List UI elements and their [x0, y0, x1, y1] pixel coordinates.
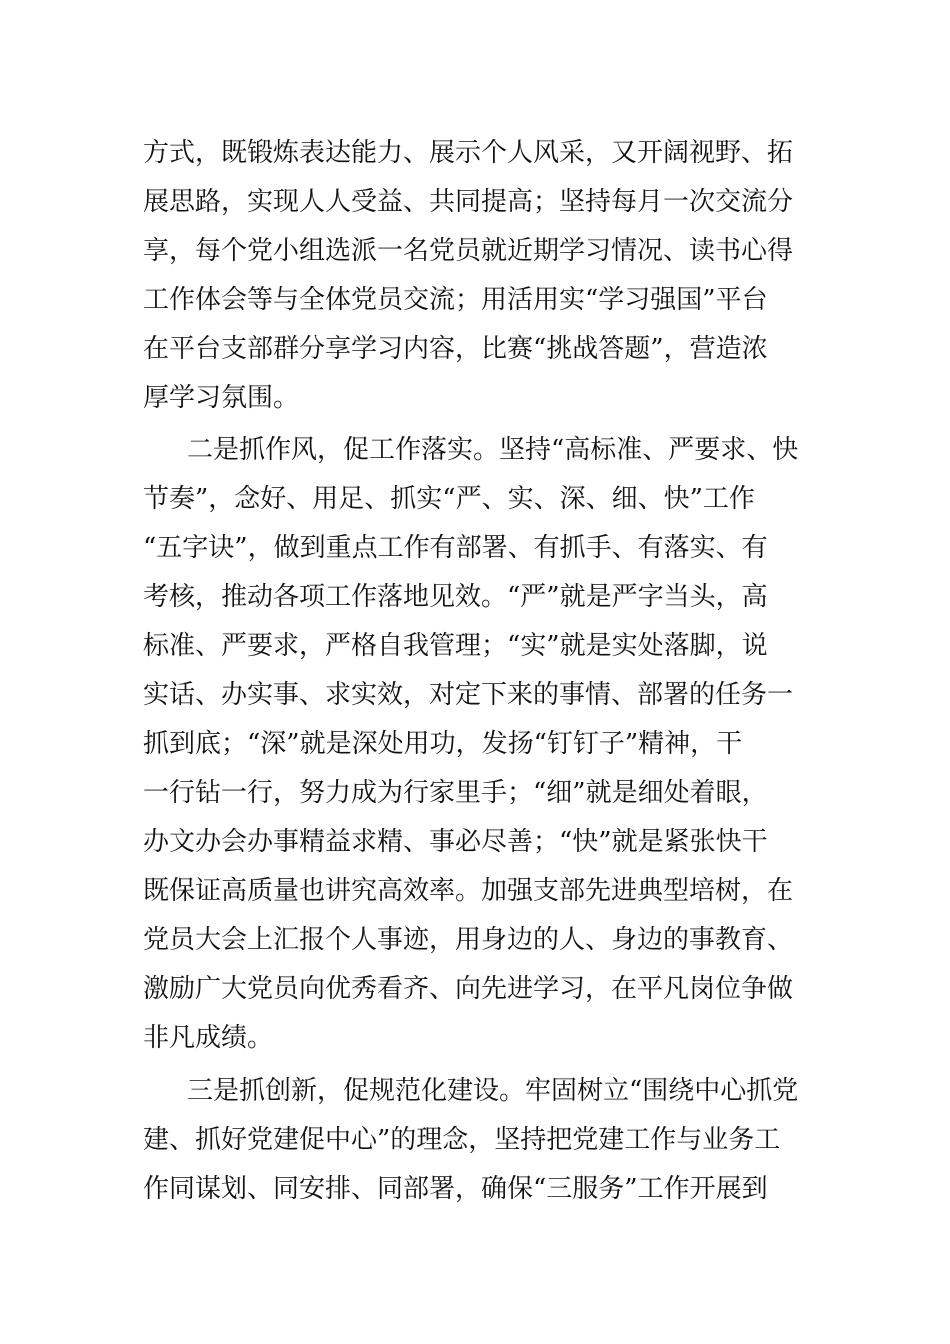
text-line: 标准、严要求，严格自我管理；“实”就是实处落脚，说 [143, 631, 768, 661]
paragraph-start-line: 二是抓作风，促工作落实。坚持“高标准、严要求、快 [187, 435, 799, 465]
text-line: 考核，推动各项工作落地见效。“严”就是严字当头，高 [143, 582, 768, 612]
text-line: 激励广大党员向优秀看齐、向先进学习，在平凡岗位争做 [143, 974, 794, 1004]
text-line: 既保证高质量也讲究高效率。加强支部先进典型培树，在 [143, 876, 794, 906]
text-line: 工作体会等与全体党员交流；用活用实“学习强国”平台 [143, 285, 768, 315]
text-line: 抓到底；“深”就是深处用功，发扬“钉钉子”精神，干 [143, 729, 743, 759]
text-line: 非凡成绩。 [143, 1023, 274, 1053]
text-line: 一行钻一行，努力成为行家里手；“细”就是细处着眼， [143, 778, 768, 808]
text-line: 作同谋划、同安排、同部署，确保“三服务”工作开展到 [143, 1174, 768, 1204]
text-line: 展思路，实现人人受益、共同提高；坚持每月一次交流分 [143, 187, 794, 217]
text-line: 建、抓好党建促中心”的理念，坚持把党建工作与业务工 [143, 1125, 781, 1155]
text-line: 厚学习氛围。 [143, 383, 300, 413]
text-line: 在平台支部群分享学习内容，比赛“挑战答题”，营造浓 [143, 334, 768, 364]
paragraph-start-line: 三是抓创新，促规范化建设。牢固树立“围绕中心抓党 [187, 1076, 799, 1106]
text-line: 享，每个党小组选派一名党员就近期学习情况、读书心得 [143, 236, 794, 266]
text-line: 党员大会上汇报个人事迹，用身边的人、身边的事教育、 [143, 925, 794, 955]
text-line: 办文办会办事精益求精、事必尽善；“快”就是紧张快干 [143, 827, 768, 857]
text-line: 节奏”，念好、用足、抓实“严、实、深、细、快”工作 [143, 484, 755, 514]
text-line: 方式，既锻炼表达能力、展示个人风采，又开阔视野、拓 [143, 138, 794, 168]
text-line: 实话、办实事、求实效，对定下来的事情、部署的任务一 [143, 680, 794, 710]
text-line: “五字诀”，做到重点工作有部署、有抓手、有落实、有 [143, 533, 768, 563]
